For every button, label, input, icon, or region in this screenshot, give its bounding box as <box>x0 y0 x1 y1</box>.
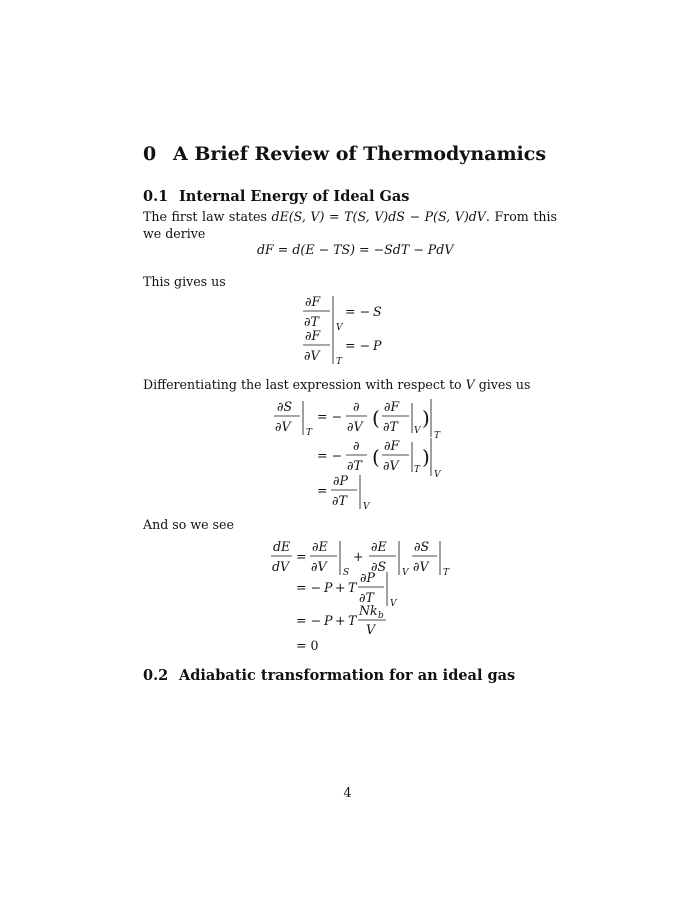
svg-text:∂T: ∂T <box>332 493 347 508</box>
svg-text:P: P <box>373 338 382 353</box>
svg-text:(: ( <box>372 445 380 469</box>
section-number: 0 <box>143 143 157 165</box>
svg-text:S: S <box>373 304 382 319</box>
svg-text:b: b <box>378 611 384 621</box>
svg-text:= 0: = 0 <box>296 638 319 653</box>
text-and-so-we-see: And so we see <box>143 517 234 532</box>
svg-text:+: + <box>335 580 346 595</box>
svg-text:∂V: ∂V <box>275 419 291 434</box>
svg-text:V: V <box>434 470 441 480</box>
svg-text:∂E: ∂E <box>312 539 328 554</box>
svg-text:∂F: ∂F <box>384 399 400 414</box>
svg-text:T: T <box>348 613 357 628</box>
diff-text-after: gives us <box>474 377 531 392</box>
svg-text:+: + <box>353 549 364 564</box>
svg-text:∂: ∂ <box>353 438 360 453</box>
svg-text:T: T <box>443 568 450 578</box>
svg-text:+: + <box>335 613 346 628</box>
svg-text:=: = <box>296 549 307 564</box>
subsection-title: Internal Energy of Ideal Gas <box>179 188 410 205</box>
svg-text:= −: = − <box>345 304 371 319</box>
svg-text:V: V <box>414 426 421 436</box>
svg-text:T: T <box>414 465 421 475</box>
svg-text:∂T: ∂T <box>359 590 374 605</box>
subsection-heading-adiabatic <box>143 667 515 684</box>
svg-text:∂F: ∂F <box>305 328 321 343</box>
subsection-number: 0.2 <box>143 667 169 684</box>
svg-text:∂: ∂ <box>353 399 360 414</box>
svg-text:∂E: ∂E <box>371 539 387 554</box>
svg-text:∂S: ∂S <box>277 399 293 414</box>
svg-text:(: ( <box>372 406 380 430</box>
svg-text:): ) <box>422 445 430 469</box>
svg-text:∂F: ∂F <box>384 438 400 453</box>
text-gives-us: This gives us <box>143 274 226 289</box>
intro-text-before: The first law states <box>143 209 272 224</box>
svg-text:∂P: ∂P <box>333 473 348 488</box>
page-number: 4 <box>343 785 352 800</box>
svg-text:V: V <box>366 622 376 637</box>
svg-text:∂V: ∂V <box>311 559 327 574</box>
svg-text:T: T <box>434 431 441 441</box>
svg-text:S: S <box>343 568 350 578</box>
svg-text:∂V: ∂V <box>383 458 399 473</box>
svg-text:T: T <box>336 357 343 367</box>
diff-variable: V <box>465 377 475 392</box>
svg-text:= −: = − <box>296 613 322 628</box>
svg-text:V: V <box>336 323 343 333</box>
svg-text:dV: dV <box>272 559 290 574</box>
svg-text:): ) <box>422 406 430 430</box>
svg-text:∂S: ∂S <box>414 539 430 554</box>
free-energy-equation: dF = d(E − TS) = −SdT − PdV <box>257 242 454 257</box>
svg-text:∂T: ∂T <box>383 419 398 434</box>
svg-text:V: V <box>390 599 397 609</box>
section-title: A Brief Review of Thermodynamics <box>173 143 547 165</box>
svg-text:∂V: ∂V <box>347 419 363 434</box>
svg-text:V: V <box>402 568 409 578</box>
svg-text:T: T <box>306 428 313 438</box>
svg-text:Nk: Nk <box>359 603 378 618</box>
svg-text:= −: = − <box>345 338 371 353</box>
svg-text:=: = <box>317 483 328 498</box>
first-law-equation: dE(S, V) = T(S, V)dS − P(S, V)dV <box>271 209 486 224</box>
svg-text:∂P: ∂P <box>360 570 375 585</box>
svg-text:∂T: ∂T <box>347 458 362 473</box>
svg-text:P: P <box>324 613 333 628</box>
svg-text:∂V: ∂V <box>304 348 320 363</box>
svg-text:∂S: ∂S <box>371 559 387 574</box>
svg-text:= −: = − <box>317 409 343 424</box>
svg-text:dE: dE <box>273 539 291 554</box>
svg-text:= −: = − <box>296 580 322 595</box>
svg-text:∂F: ∂F <box>305 294 321 309</box>
equation-energy-line4 <box>296 638 319 653</box>
svg-text:V: V <box>363 502 370 512</box>
subsection-title: Adiabatic transformation for an ideal gas <box>179 667 516 684</box>
svg-text:∂T: ∂T <box>304 314 319 329</box>
equation-energy-line3 <box>296 603 386 637</box>
svg-text:= −: = − <box>317 448 343 463</box>
svg-text:T: T <box>348 580 357 595</box>
subsection-number: 0.1 <box>143 188 169 205</box>
svg-text:P: P <box>324 580 333 595</box>
svg-text:∂V: ∂V <box>413 559 429 574</box>
diff-text-before: Differentiating the last expression with respect to <box>143 377 466 392</box>
intro-text-after: . From this we derive <box>143 209 557 241</box>
